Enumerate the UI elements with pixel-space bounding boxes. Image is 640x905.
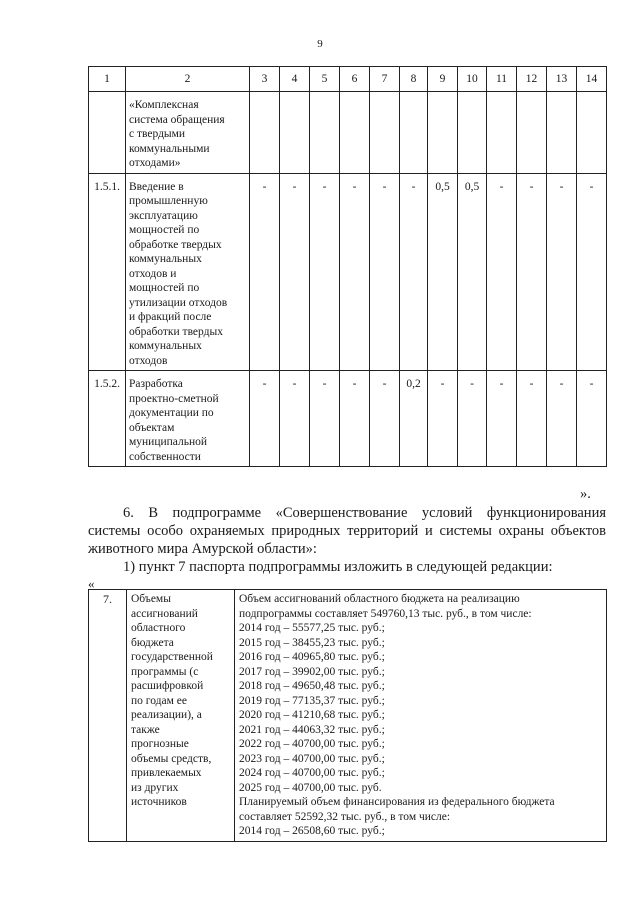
passport-content-line: Планируемый объем финансирования из федерального бюджета xyxy=(239,796,555,808)
row-name-line: эксплуатацию xyxy=(129,209,198,222)
row-name-line: мощностей по xyxy=(129,224,200,236)
value-cell: - xyxy=(428,371,458,467)
row-name-line: промышленную xyxy=(129,195,208,207)
passport-row xyxy=(89,590,607,842)
value-cell: - xyxy=(577,371,607,467)
row-name-line: коммунальными xyxy=(129,142,210,155)
row-name-line: с твердыми xyxy=(129,128,186,140)
row-name-line: Разработка xyxy=(129,378,183,390)
opening-quote: « xyxy=(88,576,95,591)
header-cell: 14 xyxy=(577,67,607,92)
passport-label-cell xyxy=(127,590,235,842)
value-cell: - xyxy=(547,173,577,371)
row-name-line: проектно-сметной xyxy=(129,392,219,405)
value-cell: - xyxy=(310,173,340,371)
row-name-line: отходов и xyxy=(129,267,177,280)
passport-label-line: по годам ее xyxy=(131,694,187,707)
value-cell xyxy=(487,92,517,174)
header-cell: 6 xyxy=(340,67,370,92)
passport-content-line: 2014 год – 26508,60 тыс. руб.; xyxy=(239,825,385,837)
row-number: 1.5.1. xyxy=(89,173,126,371)
passport-content-line: 2015 год – 38455,23 тыс. руб.; xyxy=(239,636,385,649)
passport-content-line: 2018 год – 49650,48 тыс. руб.; xyxy=(239,680,385,692)
value-cell: - xyxy=(458,371,487,467)
header-cell: 11 xyxy=(487,67,517,92)
paragraph-6-line-3: животного мира Амурской области»: xyxy=(88,541,317,557)
row-name-line: обработке твердых xyxy=(129,238,222,251)
indicators-table-body xyxy=(89,67,607,467)
passport-label-line: прогнозные xyxy=(131,738,189,750)
value-cell xyxy=(340,92,370,174)
paragraph-6-line-1: 6. В подпрограмме «Совершенствование условий функционирования xyxy=(123,505,606,521)
value-cell xyxy=(577,92,607,174)
passport-label-line: привлекаемых xyxy=(131,767,202,779)
passport-label-line: программы (с xyxy=(131,665,199,678)
table-row xyxy=(89,92,607,174)
value-cell: - xyxy=(400,173,428,371)
passport-content-line: 2014 год – 55577,25 тыс. руб.; xyxy=(239,622,385,634)
passport-content-line: подпрограммы составляет 549760,13 тыс. руб., в том числе: xyxy=(239,607,532,620)
passport-content-line: 2022 год – 40700,00 тыс. руб.; xyxy=(239,738,385,750)
value-cell xyxy=(458,92,487,174)
passport-label-line: объемы средств, xyxy=(131,752,212,765)
row-name-line: коммунальных xyxy=(129,253,202,265)
row-name-line: собственности xyxy=(129,450,201,463)
closing-quote: ». xyxy=(580,486,591,502)
passport-content-cell xyxy=(235,590,607,842)
value-cell: - xyxy=(517,371,547,467)
passport-label-line: источников xyxy=(131,796,187,808)
passport-label-line: реализации), а xyxy=(131,709,202,721)
value-cell xyxy=(547,92,577,174)
row-name-line: и фракций после xyxy=(129,311,212,323)
value-cell: - xyxy=(370,371,400,467)
passport-content-line: 2024 год – 40700,00 тыс. руб.; xyxy=(239,767,385,779)
row-name-line: отходами» xyxy=(129,157,181,169)
value-cell xyxy=(280,92,310,174)
row-name-line: документации по xyxy=(129,407,214,419)
value-cell xyxy=(428,92,458,174)
header-cell: 7 xyxy=(370,67,400,92)
header-cell: 8 xyxy=(400,67,428,92)
header-cell: 2 xyxy=(126,67,250,92)
header-cell: 9 xyxy=(428,67,458,92)
value-cell: - xyxy=(280,173,310,371)
header-cell: 12 xyxy=(517,67,547,92)
passport-item-number: 7. xyxy=(89,590,127,842)
passport-label-line: Объемы xyxy=(131,593,171,605)
row-number xyxy=(89,92,126,174)
passport-label-line: расшифровкой xyxy=(131,680,204,692)
paragraph-subitem-1: 1) пункт 7 паспорта подпрограммы изложить в следующей редакции: xyxy=(123,559,553,575)
passport-label-line: бюджета xyxy=(131,636,174,649)
table-row xyxy=(89,173,607,371)
passport-content-line: 2021 год – 44063,32 тыс. руб.; xyxy=(239,723,385,736)
passport-label-line: из других xyxy=(131,781,179,794)
row-name-line: муниципальной xyxy=(129,436,208,448)
header-cell: 4 xyxy=(280,67,310,92)
row-name-line: отходов xyxy=(129,354,168,367)
value-cell: 0,2 xyxy=(400,371,428,467)
value-cell: - xyxy=(340,371,370,467)
row-name-line: система обращения xyxy=(129,113,225,126)
value-cell: - xyxy=(340,173,370,371)
value-cell xyxy=(250,92,280,174)
value-cell xyxy=(370,92,400,174)
row-name xyxy=(126,371,250,467)
header-cell: 5 xyxy=(310,67,340,92)
passport-content-line: составляет 52592,32 тыс. руб., в том числе: xyxy=(239,810,451,823)
value-cell: 0,5 xyxy=(458,173,487,371)
passport-content-line: 2025 год – 40700,00 тыс. руб. xyxy=(239,781,382,794)
table-header-row xyxy=(89,67,607,92)
value-cell xyxy=(400,92,428,174)
passport-label-line: ассигнований xyxy=(131,607,198,620)
value-cell: - xyxy=(547,371,577,467)
value-cell: - xyxy=(517,173,547,371)
passport-content-line: 2017 год – 39902,00 тыс. руб.; xyxy=(239,665,385,678)
row-name-line: коммунальных xyxy=(129,340,202,352)
value-cell: - xyxy=(250,371,280,467)
row-name xyxy=(126,173,250,371)
indicators-table xyxy=(88,66,607,467)
page-number: 9 xyxy=(317,38,323,50)
value-cell: - xyxy=(487,371,517,467)
passport-content-line: 2016 год – 40965,80 тыс. руб.; xyxy=(239,651,385,663)
passport-label-line: также xyxy=(131,723,160,736)
header-cell: 13 xyxy=(547,67,577,92)
passport-label-line: государственной xyxy=(131,651,213,663)
header-cell: 3 xyxy=(250,67,280,92)
passport-content-line: 2019 год – 77135,37 тыс. руб.; xyxy=(239,694,385,707)
passport-table xyxy=(88,589,607,842)
passport-content-line: 2023 год – 40700,00 тыс. руб.; xyxy=(239,752,385,765)
value-cell: 0,5 xyxy=(428,173,458,371)
row-name-line: обработки твердых xyxy=(129,325,223,338)
value-cell: - xyxy=(487,173,517,371)
value-cell xyxy=(310,92,340,174)
row-name-line: утилизации отходов xyxy=(129,296,228,309)
row-name-line: мощностей по xyxy=(129,282,200,294)
value-cell: - xyxy=(280,371,310,467)
row-name-line: «Комплексная xyxy=(129,99,199,111)
passport-label-line: областного xyxy=(131,622,186,634)
value-cell xyxy=(517,92,547,174)
header-cell: 10 xyxy=(458,67,487,92)
row-name-line: объектам xyxy=(129,421,175,434)
passport-content-line: Объем ассигнований областного бюджета на реализацию xyxy=(239,593,520,605)
value-cell: - xyxy=(250,173,280,371)
value-cell: - xyxy=(370,173,400,371)
table-row xyxy=(89,371,607,467)
header-cell: 1 xyxy=(89,67,126,92)
row-name-line: Введение в xyxy=(129,180,184,193)
value-cell: - xyxy=(577,173,607,371)
row-number: 1.5.2. xyxy=(89,371,126,467)
paragraph-6-line-2: системы особо охраняемых природных территорий и системы охраны объектов xyxy=(88,523,606,539)
value-cell: - xyxy=(310,371,340,467)
passport-content-line: 2020 год – 41210,68 тыс. руб.; xyxy=(239,709,385,721)
row-name xyxy=(126,92,250,174)
